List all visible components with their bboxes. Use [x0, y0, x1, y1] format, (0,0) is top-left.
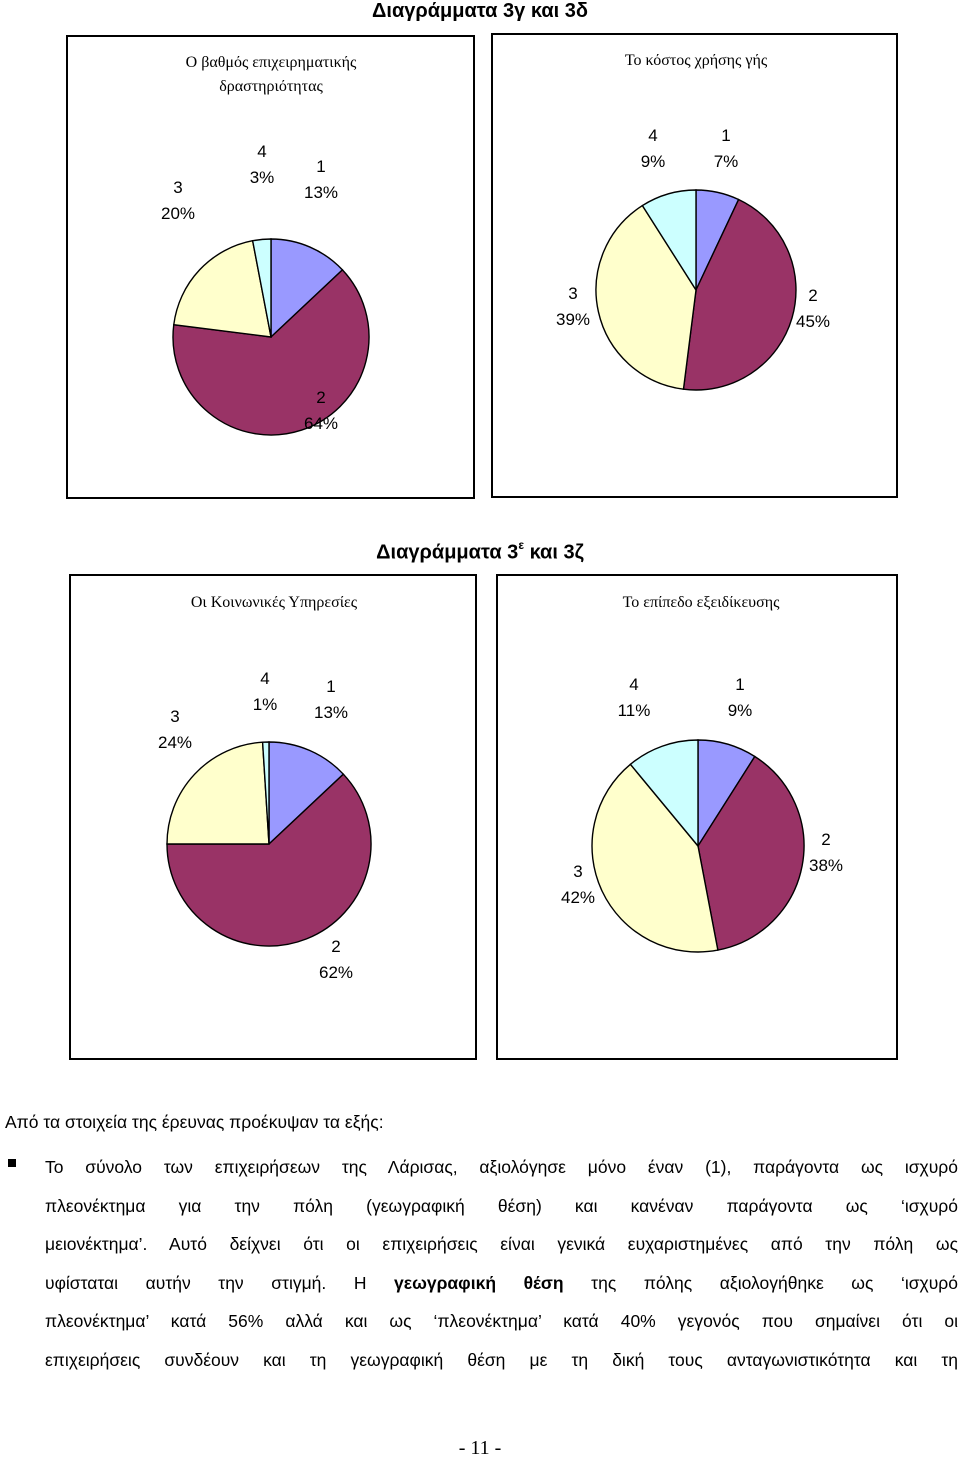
slice-category-label: 4 [629, 675, 639, 694]
pie-chart-specialization [498, 576, 896, 1058]
slice-category-label: 4 [260, 669, 270, 688]
slice-category-label: 4 [257, 142, 267, 161]
slice-category-label: 3 [170, 707, 180, 726]
slice-category-label: 4 [648, 126, 658, 145]
slice-percent-label: 9% [640, 152, 666, 171]
slice-category-label: 1 [316, 157, 326, 176]
slice-percent-label: 11% [617, 701, 651, 720]
slice-percent-label: 3% [249, 168, 275, 187]
paragraph-line: υφίσταται αυτήν την στιγμή. Η γεωγραφική θέση της πόλης αξιολογήθηκε ως ‘ισχυρό [45, 1272, 958, 1293]
diagrams-heading-top: Διαγράμματα 3γ και 3δ [372, 0, 588, 22]
slice-percent-label: 45% [795, 312, 831, 331]
findings-intro: Από τα στοιχεία της έρευνας προέκυψαν τα εξής: [5, 1112, 384, 1132]
slice-percent-label: 13% [303, 183, 339, 202]
slice-percent-label: 9% [727, 701, 753, 720]
slice-category-label: 3 [568, 284, 578, 303]
diagrams-heading-bottom: Διαγράμματα $3^\varepsilon$ και 3ζ [376, 538, 584, 564]
slice-category-label: 3 [573, 862, 583, 881]
chart-title: Ο βαθμός επιχειρηματικής [185, 54, 357, 71]
chart-panel-land-cost [491, 33, 898, 498]
chart-panel-business-activity [66, 35, 475, 499]
bullet-marker [8, 1159, 16, 1167]
chart-title: Το επίπεδο εξειδίκευσης [622, 594, 780, 611]
slice-category-label: 2 [331, 937, 341, 956]
pie-chart-business-activity [68, 37, 473, 497]
slice-percent-label: 62% [318, 963, 354, 982]
paragraph-line: μειονέκτημα’. Αυτό δείχνει ότι οι επιχειρήσεις είναι γενικά ευχαριστημένες από την πόλη ως [45, 1234, 958, 1254]
paragraph-line: πλεονέκτημα’ κατά 56% αλλά και ως ‘πλεονέκτημα’ κατά 40% γεγονός που σημαίνει ότι οι [45, 1311, 958, 1331]
chart-panel-specialization [496, 574, 898, 1060]
slice-category-label: 1 [326, 677, 336, 696]
paragraph-line: επιχειρήσεις συνδέουν και τη γεωγραφική θέση με τη δική τους ανταγωνιστικότητα και τη [45, 1349, 958, 1370]
slice-percent-label: 13% [313, 703, 349, 722]
slice-percent-label: 42% [560, 888, 596, 907]
chart-title: δραστηριότητας [219, 78, 323, 95]
paragraph-line: πλεονέκτημα για την πόλη (γεωγραφική θέση) και κανέναν παράγοντα ως ‘ισχυρό [45, 1195, 958, 1216]
page-number: - 11 - [458, 1437, 502, 1459]
chart-title: Το κόστος χρήσης γής [624, 52, 768, 69]
chart-panel-social-services [69, 574, 477, 1060]
slice-percent-label: 20% [160, 204, 196, 223]
slice-category-label: 2 [316, 388, 326, 407]
slice-category-label: 1 [721, 126, 731, 145]
geographic-location-term: γεωγραφική θέση [394, 1272, 564, 1293]
slice-category-label: 2 [808, 286, 818, 305]
pie-chart-land-cost [493, 35, 896, 496]
chart-title: Οι Κοινωνικές Υπηρεσίες [190, 594, 358, 611]
pie-chart-social-services [71, 576, 475, 1058]
slice-category-label: 2 [821, 830, 831, 849]
paragraph-line: Το σύνολο των επιχειρήσεων της Λάρισας, αξιολόγησε μόνο έναν (1), παράγοντα ως ισχυρό [45, 1157, 958, 1177]
slice-percent-label: 39% [555, 310, 591, 329]
slice-percent-label: 7% [713, 152, 739, 171]
slice-category-label: 3 [173, 178, 183, 197]
slice-percent-label: 1% [252, 695, 278, 714]
pie-slice-3 [167, 742, 269, 844]
slice-percent-label: 38% [808, 856, 844, 875]
slice-percent-label: 24% [157, 733, 193, 752]
slice-percent-label: 64% [303, 414, 339, 433]
slice-category-label: 1 [735, 675, 745, 694]
